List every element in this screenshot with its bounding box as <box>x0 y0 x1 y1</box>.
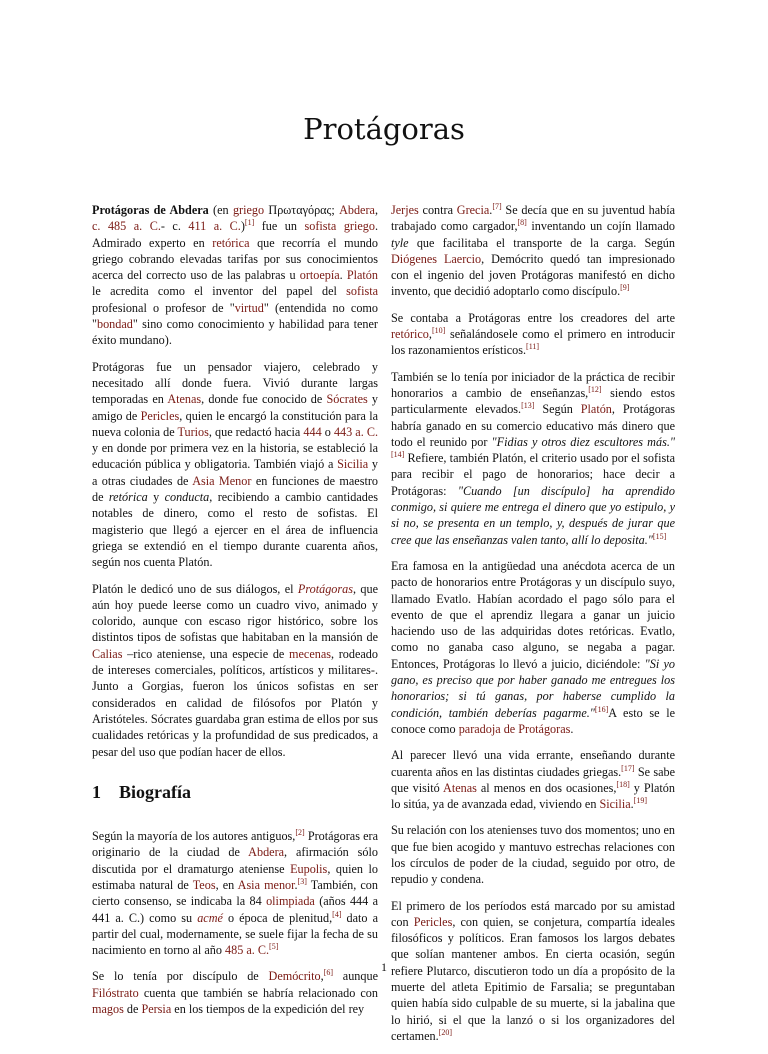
text-run: o época de plenitud, <box>222 910 333 925</box>
paragraph <box>92 581 378 760</box>
text-run: " sino como conocimiento y habilidad para tener éxito mundano). <box>92 317 378 348</box>
link-jerjes[interactable]: Jerjes <box>391 203 419 217</box>
text-run: . Admirado experto en <box>92 219 379 250</box>
link-griego[interactable]: griego <box>343 219 375 234</box>
text-run: Según <box>534 402 581 417</box>
text-run: y en donde por primera vez en la historia, se estableció la educación pública y obligatoria. También viajó a <box>92 441 378 472</box>
link-abdera[interactable]: Abdera <box>339 203 375 217</box>
text-run: A esto se le conoce como <box>391 705 675 736</box>
text-run: en los tiempos de la expedición del rey <box>171 1002 365 1017</box>
text-run: Era famosa en la antigüedad una anécdota acerca de un pacto de honorarios entre Protágoras y un discípulo suyo, llamado Evatlo. Habían acordado el pago sólo para el evento de que el aprendiz llegara a ganar un juicio haciendo uso de las adquiridas dotes retóricas. Evatlo, como no ganaba caso alguno, se negaba a pagar. Entonces, Protágoras lo llevó a juicio, diciéndole: <box>391 558 675 671</box>
paragraph <box>391 310 675 359</box>
text-run: en funciones de maestro de <box>92 473 378 505</box>
citation-14[interactable]: [14] <box>391 450 405 460</box>
link-abdera[interactable]: Abdera <box>248 845 285 860</box>
citation-2[interactable]: [2] <box>295 828 305 838</box>
citation-11[interactable]: [11] <box>526 342 540 352</box>
left-column <box>92 202 378 1027</box>
text-run: Se contaba a Protágoras entre los creadores del arte <box>391 310 675 325</box>
text-run: siendo estos particularmente elevados. <box>391 385 675 417</box>
paragraph <box>92 828 378 958</box>
right-column <box>391 202 675 1054</box>
paragraph <box>92 359 378 571</box>
section-heading <box>92 781 378 802</box>
citation-12[interactable]: [12] <box>588 384 602 394</box>
citation-13[interactable]: [13] <box>521 401 535 411</box>
text-run: . <box>570 721 574 736</box>
text-run: que facilitaba el transporte de la carga. Según <box>408 235 675 250</box>
text-run: y a otras ciudades de <box>92 457 379 488</box>
link-eupolis[interactable]: Eupolis <box>290 861 328 876</box>
italic-quote: "Cuando [un discípulo] ha aprendido conmigo, si quiere me entrega el dinero que yo estipulo, y si no, se presenta en un templo, y, después de jurar que cree que las enseñanzas valen tanto, allí lo deposita." <box>391 483 675 547</box>
citation-15[interactable]: [15] <box>652 531 667 541</box>
citation-9[interactable]: [9] <box>620 283 630 293</box>
link-sofista[interactable]: sofista <box>304 219 337 234</box>
text-run: aunque <box>333 969 378 984</box>
link-retorica[interactable]: retórica <box>212 235 250 250</box>
text-run: Se sabe que visitó <box>391 764 675 795</box>
link-olimpiada[interactable]: olimpiada <box>266 894 315 909</box>
citation-18[interactable]: [18] <box>616 779 630 789</box>
link-485[interactable]: c. 485 a. C. <box>92 219 161 234</box>
text-run: Protágoras era originario de la ciudad de <box>92 829 378 860</box>
italic-quote: "Si yo gano, es preciso que por haber ganado me entregues los honorarios; si tú ganas, por haberse cumplido la condición, también deberías pagarme." <box>391 656 675 720</box>
text-run: . <box>630 797 634 812</box>
citation-7[interactable]: [7] <box>492 201 502 211</box>
text-run: y amigo de <box>92 392 379 423</box>
link-444[interactable]: 444 <box>303 424 322 439</box>
text-run: contra <box>418 203 457 217</box>
text-run: le acredita como el inventor del papel del <box>92 284 347 299</box>
page-number: 1 <box>381 960 387 974</box>
text-run: . <box>339 268 347 283</box>
link-griego[interactable]: griego <box>232 203 265 217</box>
citation-1[interactable]: [1] <box>244 218 255 228</box>
text-run <box>336 219 344 233</box>
text-run: , rodeado de intereses comerciales, políticos, artísticos y militares-. Junto a Gorgias, fueron los únicos sofistas en ser considerados en calidad de filósofos por Platón y Aristóteles. Sócrates guardaba gran estima de ellos por sus cualidades retóricas y la profundidad de sus predicados, a pesar del uso que podían hacer de ellos. <box>92 646 378 759</box>
link-paradoja[interactable]: paradoja de Protágoras <box>458 721 571 736</box>
text-run: , quien lo estimaba natural de <box>92 861 379 892</box>
paragraph <box>92 202 378 349</box>
link-turios[interactable]: Turios <box>177 424 209 439</box>
text-run: profesional o profesor de " <box>92 300 235 315</box>
paragraph <box>391 202 675 300</box>
text-run: , <box>374 203 378 217</box>
link-485[interactable]: 485 a. C. <box>225 943 270 958</box>
citation-8[interactable]: [8] <box>517 218 527 228</box>
paragraph <box>92 968 378 1017</box>
link-pericles[interactable]: Pericles <box>413 914 453 929</box>
link-retorico[interactable]: retórico <box>391 327 429 342</box>
text-run: Πρωταγόρας; <box>264 203 340 217</box>
citation-10[interactable]: [10] <box>431 326 446 336</box>
text-run: . <box>294 877 298 892</box>
link-bondad[interactable]: bondad <box>96 317 133 332</box>
text-run: inventando un cojín llamado <box>526 219 676 234</box>
text-run: dato a partir del cual, modernamente, se suele fijar la fecha de su nacimiento en torno al año <box>92 910 378 958</box>
text-run: El primero de los períodos está marcado por su amistad con <box>391 898 675 929</box>
text-run: , donde fue conocido de <box>201 392 327 407</box>
text-run: , en <box>215 877 238 892</box>
citation-5[interactable]: [5] <box>269 942 279 952</box>
italic-term: retórica <box>108 490 148 505</box>
link-sofista[interactable]: sofista <box>346 284 378 299</box>
citation-4[interactable]: [4] <box>332 909 342 919</box>
link-sicilia[interactable]: Sicilia <box>599 797 631 812</box>
citation-3[interactable]: [3] <box>297 876 307 886</box>
link-persia[interactable]: Persia <box>141 1002 172 1017</box>
text-run: Se decía que en su juventud había trabajado como cargador, <box>391 203 676 234</box>
text-run: , con quien, se conjetura, compartía ideales filosóficos y políticos. Eran famosos los largos debates que solían mantener ambos. En cierta ocasión, según refiere Plutarco, discutieron todo un día a propósito de la muerte del atleta Epitimio de Farsalia; se preguntaban quien había sido culpable de su muerte, si la jabalina que lo hirió, si el que la lanzó o si los organizadores del certamen. <box>391 914 675 1043</box>
text-run: (en <box>208 203 233 217</box>
link-atenas[interactable]: Atenas <box>443 780 477 795</box>
link-411[interactable]: 411 a. C. <box>188 219 241 234</box>
page-title: Protágoras <box>303 112 465 146</box>
bold-term: Protágoras de Abdera <box>92 203 209 217</box>
link-ortoepia[interactable]: ortoepía <box>299 268 340 283</box>
text-run: . <box>489 203 493 217</box>
text-run: Refiere, también Platón, el criterio usado por el sofista para recibir el pago de honorarios; hace decir a Protágoras: <box>391 451 675 498</box>
text-run: Al parecer llevó una vida errante, enseñando durante cuarenta años en las distintas ciudades griegas. <box>391 748 675 779</box>
citation-16[interactable]: [16] <box>594 704 609 714</box>
text-run: , <box>320 969 324 984</box>
link-filostrato[interactable]: Filóstrato <box>92 985 139 1000</box>
text-run: Se lo tenía por discípulo de <box>92 969 269 984</box>
link-pericles[interactable]: Pericles <box>140 408 180 423</box>
link-asia-menor[interactable]: Asia menor <box>237 877 295 892</box>
link-acme[interactable]: acmé <box>197 910 223 925</box>
section-title: Biografía <box>119 781 191 802</box>
text-run: y <box>147 490 165 505</box>
text-run: También se lo tenía por iniciador de la práctica de recibir honorarios a cambio de enseñanzas, <box>391 369 675 400</box>
text-run: , quien le encargó la constitución para la nueva colonia de <box>92 408 378 439</box>
citation-17[interactable]: [17] <box>621 763 635 773</box>
link-443[interactable]: 443 a. C. <box>333 424 378 439</box>
paragraph <box>391 822 675 887</box>
link-teos[interactable]: Teos <box>192 877 216 892</box>
text-run: , que aún hoy puede leerse como un cuadro vivo, animado y colorido, aunque con escaso rigor histórico, sobre los distintos tipos de sofistas que habitaban en la mansión de <box>92 581 378 645</box>
link-calias[interactable]: Calias <box>92 646 123 661</box>
text-run: " (entendida no como " <box>92 300 378 332</box>
link-socrates[interactable]: Sócrates <box>326 392 368 407</box>
link-diogenes-laercio[interactable]: Diógenes Laercio <box>391 251 482 266</box>
text-run: de <box>123 1002 142 1017</box>
section-number: 1 <box>92 781 101 802</box>
text-run: ) <box>240 219 245 234</box>
italic-term: tyle <box>391 235 409 250</box>
text-run: señalándosele como el primero en introducir los razonamientos erísticos. <box>391 327 675 358</box>
link-asia-menor[interactable]: Asia Menor <box>192 473 252 488</box>
text-run: - c. <box>160 219 189 234</box>
paragraph <box>391 369 675 548</box>
link-platon[interactable]: Platón <box>580 402 612 417</box>
italic-term: conducta <box>164 490 210 505</box>
text-run: , recibiendo a cambio cantidades notables de dinero, como el resto de sofistas. El magisterio que llegó a ejercer en el área de influencia griega se extendió en el tiempo durante cuarenta años, según nos cuenta Platón. <box>92 490 378 570</box>
text-run: , <box>428 327 432 342</box>
citation-20[interactable]: [20] <box>438 1027 453 1037</box>
citation-19[interactable]: [19] <box>633 796 647 806</box>
text-run: Platón le dedicó uno de sus diálogos, el <box>92 581 298 596</box>
text-run: , afirmación sólo discutida por el dramaturgo ateniense <box>92 845 378 876</box>
citation-6[interactable]: [6] <box>323 968 334 978</box>
text-run: fue un <box>254 219 305 234</box>
text-run: , que redactó hacia <box>208 424 304 439</box>
link-platon[interactable]: Platón <box>346 268 378 283</box>
link-virtud[interactable]: virtud <box>234 300 264 315</box>
link-grecia[interactable]: Grecia <box>456 203 490 217</box>
text-run: , Demócrito quedó tan impresionado con el ingenio del joven Protágoras manifestó en dicho invento, que decidió adoptarlo como discípulo. <box>391 251 675 299</box>
text-run: Según la mayoría de los autores antiguos, <box>92 829 296 844</box>
text-run: Su relación con los atenienses tuvo dos momentos; uno en que fue bien acogido y mantuvo estrechas relaciones con los círculos de poder de la ciudad, seguido por otro, de repudio y condena. <box>391 823 675 887</box>
text-run: o <box>321 424 334 439</box>
text-run: al menos en dos ocasiones, <box>476 780 617 795</box>
text-run: –rico ateniense, una especie de <box>122 646 290 661</box>
paragraph <box>391 747 675 812</box>
link-mecenas[interactable]: mecenas <box>289 646 331 661</box>
italic-quote: "Fidias y otros diez escultores más." <box>491 434 675 449</box>
text-run: Protágoras fue un pensador viajero, celebrado y necesitado allí donde fuera. Vivió durante largas temporadas en <box>92 359 378 407</box>
link-sicilia[interactable]: Sicilia <box>337 457 369 472</box>
paragraph <box>391 558 675 737</box>
text-run: (años 444 a 441 a. C.) como su <box>92 894 379 925</box>
link-democrito[interactable]: Demócrito <box>268 969 321 984</box>
text-run: cuenta que también se habría relacionado con <box>138 985 378 1000</box>
text-run: y Platón lo sitúa, ya de avanzada edad, viviendo en <box>391 780 675 812</box>
text-run: que recorría el mundo griego cobrando elevadas tarifas por sus conocimientos acerca del correcto uso de las palabras u <box>92 235 378 283</box>
text-run: También, con cierto consenso, se indicaba la 84 <box>92 877 378 909</box>
text-run: , Protágoras habría ganado en su comercio educativo más dinero que todo el reunido por <box>391 402 676 449</box>
link-protagoras-dialogo[interactable]: Protágoras <box>297 581 353 596</box>
link-atenas[interactable]: Atenas <box>167 392 202 407</box>
link-magos[interactable]: magos <box>92 1002 124 1017</box>
